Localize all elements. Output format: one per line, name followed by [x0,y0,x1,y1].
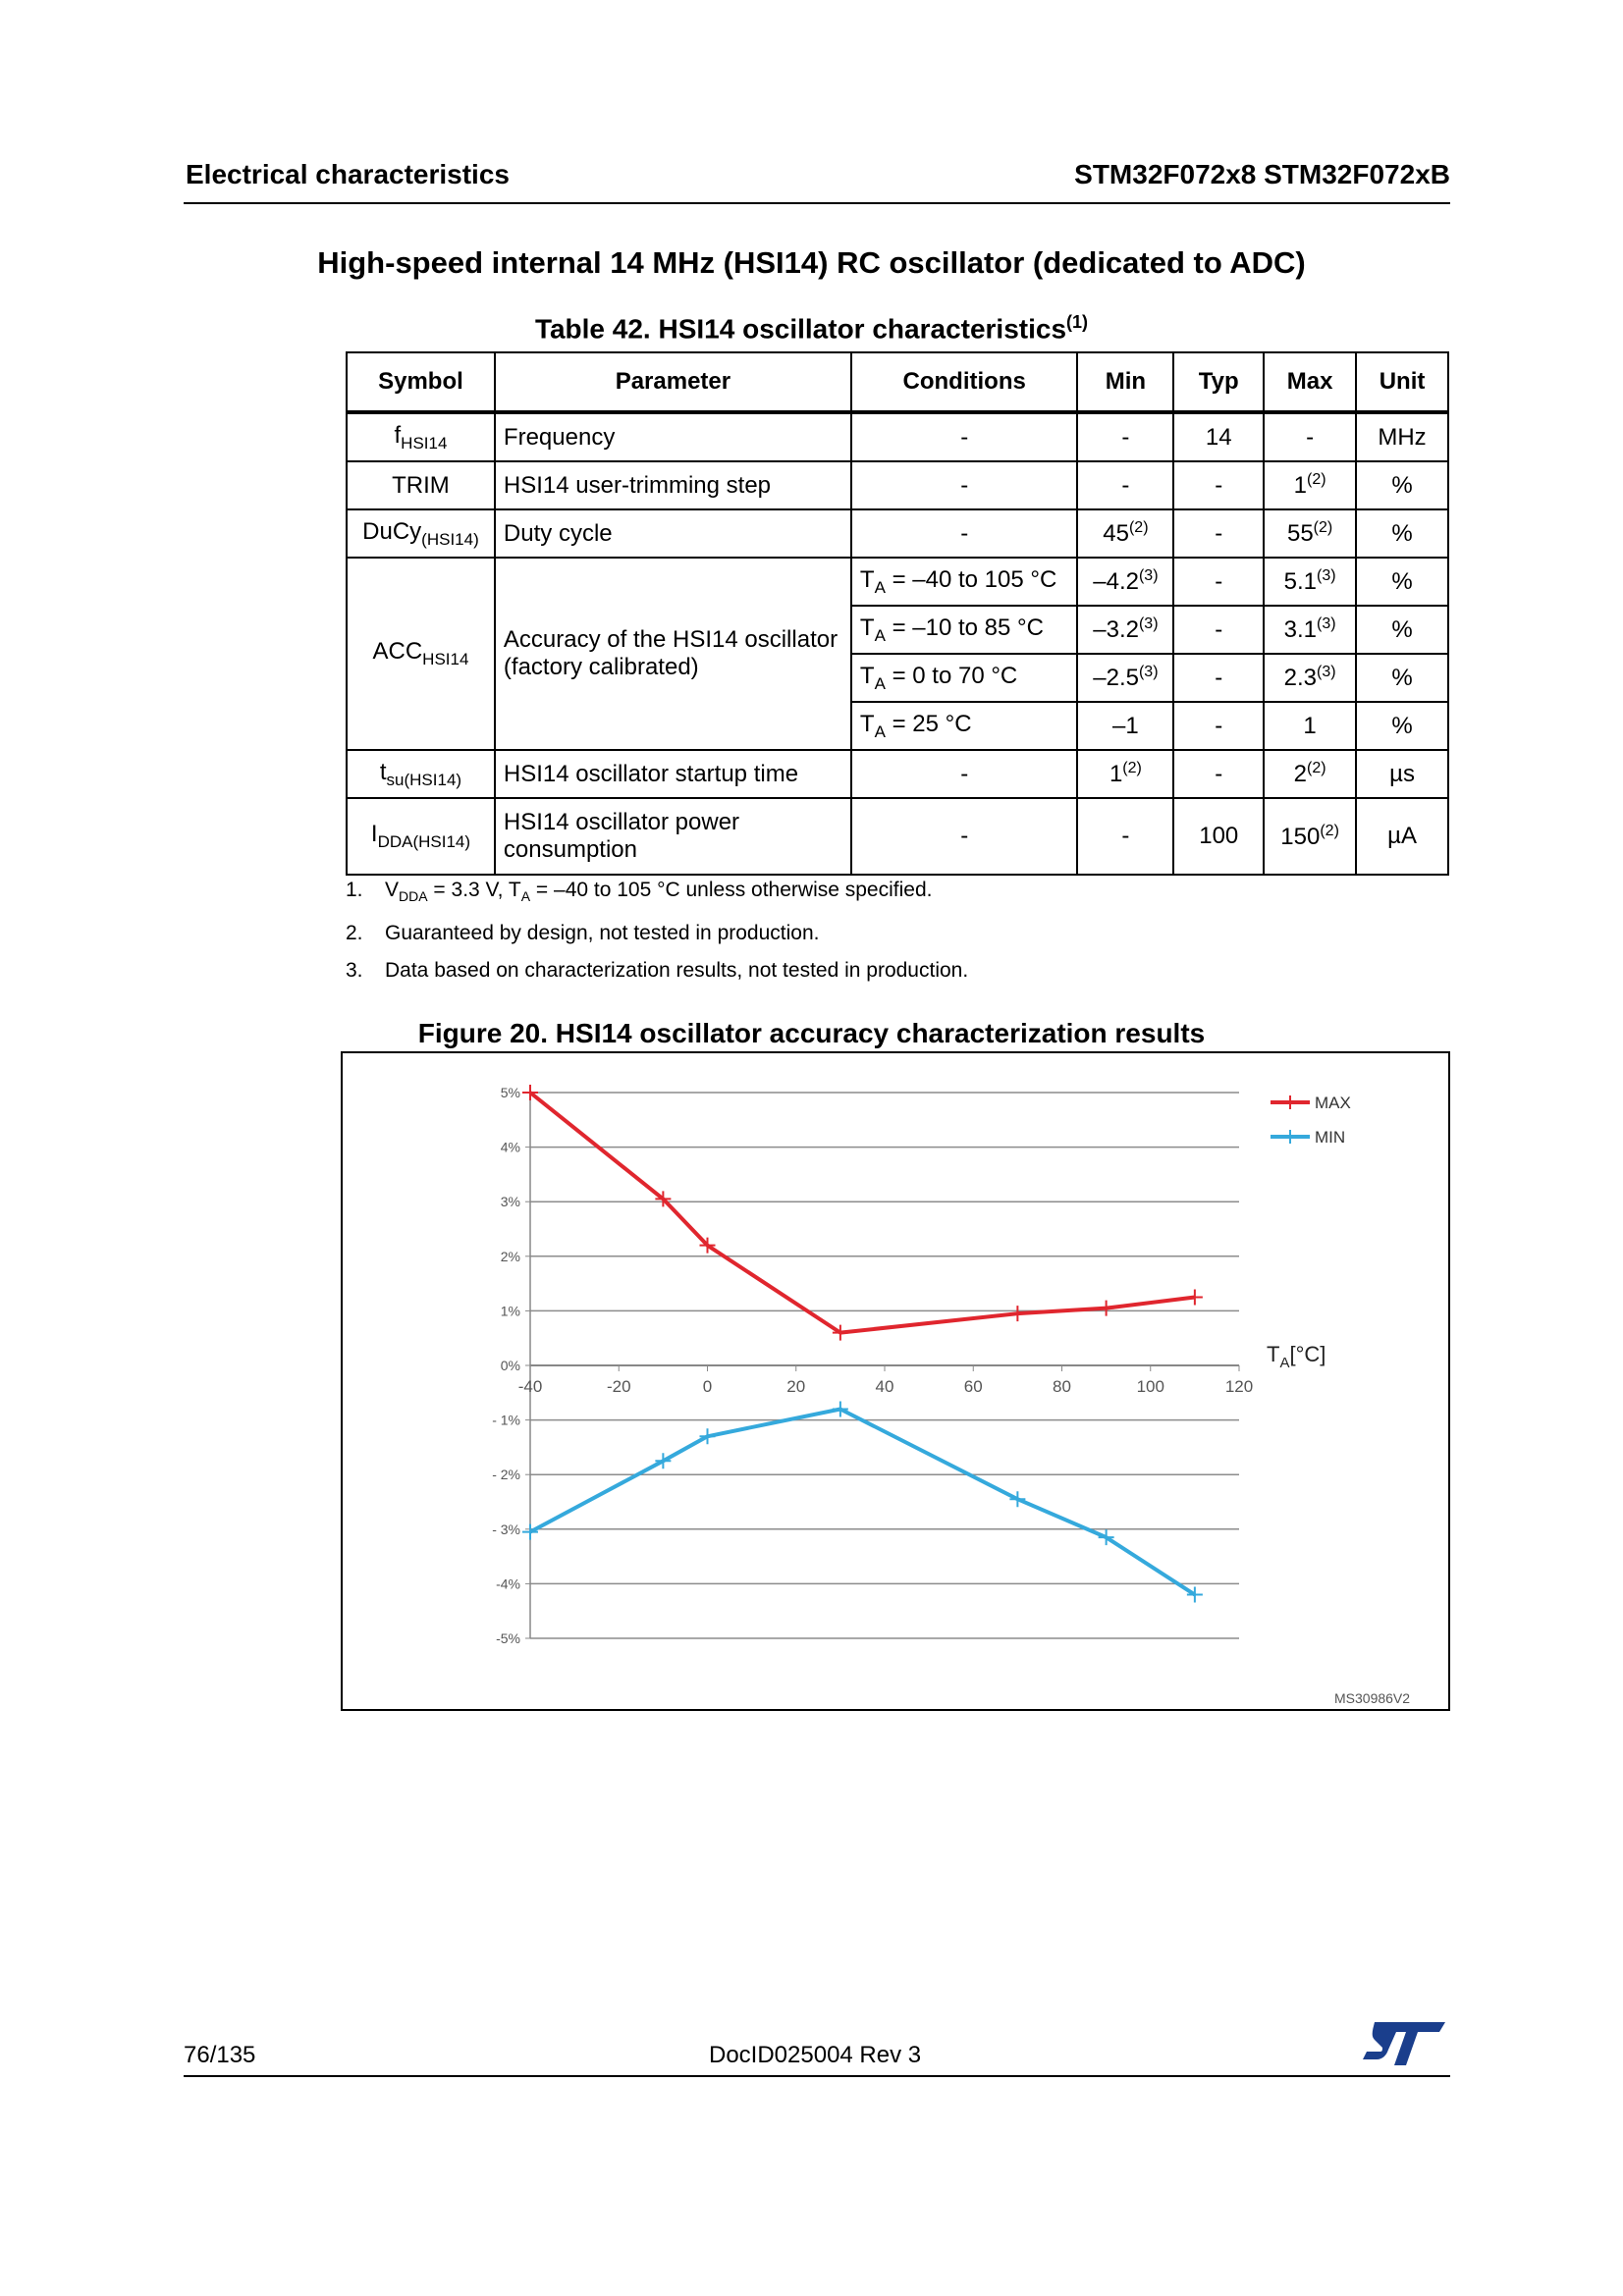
x-tick-label: 120 [1224,1377,1254,1396]
table-row [347,558,1448,606]
data-point-max [1187,1290,1203,1306]
cond-cell: - [851,509,1078,558]
th-min: Min [1077,352,1173,412]
cond-cell: $T_A = 25$ °C [851,702,1078,750]
data-point-min [700,1428,716,1444]
y-tick-label: 2% [500,1248,520,1264]
min-cell: –2.5$^{(3)}$ [1077,654,1173,702]
typ-cell: 14 [1173,412,1264,461]
note-2: 2. Guaranteed by design, not tested in production. [346,922,820,945]
cond-cell: - [851,412,1078,461]
figure-frame [341,1051,1450,1711]
y-tick-label: 3% [500,1194,520,1210]
typ-cell: - [1173,750,1264,798]
data-point-min [833,1401,848,1416]
max-cell: 2$^{(2)}$ [1264,750,1356,798]
typ-cell: - [1173,654,1264,702]
figure-code: MS30986V2 [1334,1690,1411,1706]
header-right: STM32F072x8 STM32F072xB [1074,159,1450,189]
unit-cell: % [1356,702,1448,750]
unit-cell: % [1356,461,1448,509]
table-row [347,509,1448,558]
min-cell: –3.2$^{(3)}$ [1077,606,1173,654]
x-tick-label: 0 [702,1377,713,1396]
min-cell: - [1077,798,1173,875]
symbol-cell: $I_{DDA(HSI14)}$ [347,798,495,875]
doc-id: DocID025004 Rev 3 [709,2042,922,2068]
y-tick-label: -5% [496,1630,520,1646]
figure-title: Figure 20. HSI14 oscillator accuracy characterization results [417,1018,1206,1048]
unit-cell: µA [1356,798,1448,875]
param-cell: HSI14 oscillator power consumption [495,798,851,875]
table-notes [346,872,968,989]
typ-cell: 100 [1173,798,1264,875]
table-row [347,798,1448,875]
param-cell: HSI14 user-trimming step [495,461,851,509]
symbol-cell: TRIM [347,461,495,509]
unit-cell: % [1356,558,1448,606]
section-title: High-speed internal 14 MHz (HSI14) RC oscillator (dedicated to ADC) [317,245,1306,280]
note-3: 3. Data based on characterization results, not tested in production. [346,959,969,983]
x-tick-label: 40 [875,1377,894,1396]
max-cell: 55$^{(2)}$ [1264,509,1356,558]
series-line-max [530,1093,1195,1333]
symbol-cell: $t_{su(HSI14)}$ [347,750,495,798]
symbol-cell: DuCy$_{(HSI14)}$ [347,509,495,558]
data-point-max [1099,1301,1114,1316]
max-cell: - [1264,412,1356,461]
max-cell: 3.1$^{(3)}$ [1264,606,1356,654]
th-conditions: Conditions [851,352,1078,412]
x-tick-label: 80 [1053,1377,1071,1396]
x-axis-label: $T_A[^\circ C]$ [1267,1342,1326,1371]
cond-cell: $T_A = -40$ to 105 °C [851,558,1078,606]
legend-label: MAX [1315,1094,1351,1112]
symbol-cell: $f_{HSI14}$ [347,412,495,461]
cond-cell: - [851,750,1078,798]
typ-cell: - [1173,702,1264,750]
data-point-min [1009,1491,1025,1507]
x-tick-label: -40 [517,1377,543,1396]
y-tick-label: - 3% [492,1521,520,1537]
param-cell: Duty cycle [495,509,851,558]
note-1: 1. $V_{DDA} = 3.3$ V, $T_A = -40$ to 105 °C unless otherwise specified. [346,879,933,905]
max-cell: 1$^{(2)}$ [1264,461,1356,509]
max-cell: 5.1$^{(3)}$ [1264,558,1356,606]
cond-cell: - [851,798,1078,875]
typ-cell: - [1173,461,1264,509]
series-line-min [530,1409,1195,1594]
table-title: Table 42. HSI14 oscillator characteristics$^{(1)}$ [534,312,1089,345]
data-point-max [1009,1306,1025,1321]
unit-cell: % [1356,509,1448,558]
footer-rule [184,2075,1450,2077]
min-cell: - [1077,461,1173,509]
y-tick-label: 5% [500,1085,520,1100]
accuracy-chart [343,1053,1448,1709]
data-point-min [655,1453,671,1468]
header-left: Electrical characteristics [186,159,510,189]
param-cell: Accuracy of the HSI14 oscillator (factory calibrated) [495,558,851,750]
cond-cell: $T_A = -10$ to 85 °C [851,606,1078,654]
min-cell: –4.2$^{(3)}$ [1077,558,1173,606]
cond-cell: - [851,461,1078,509]
th-parameter: Parameter [495,352,851,412]
unit-cell: µs [1356,750,1448,798]
th-max: Max [1264,352,1356,412]
spec-table [346,351,1449,876]
param-cell: Frequency [495,412,851,461]
typ-cell: - [1173,509,1264,558]
y-tick-label: - 2% [492,1467,520,1483]
legend-label: MIN [1315,1128,1346,1147]
th-unit: Unit [1356,352,1448,412]
min-cell: 1$^{(2)}$ [1077,750,1173,798]
page-number: 76/135 [184,2042,256,2068]
max-cell: 1 [1264,702,1356,750]
x-tick-label: 60 [963,1377,983,1396]
y-tick-label: 4% [500,1139,520,1155]
st-logo [1361,2020,1447,2072]
min-cell: –1 [1077,702,1173,750]
table-header-row [347,352,1448,412]
cond-cell: $T_A = 0$ to 70 °C [851,654,1078,702]
table-row [347,750,1448,798]
x-tick-label: 20 [786,1377,806,1396]
x-tick-label: 100 [1136,1377,1164,1396]
header-rule [184,202,1450,204]
data-point-min [522,1524,538,1540]
unit-cell: MHz [1356,412,1448,461]
max-cell: 2.3$^{(3)}$ [1264,654,1356,702]
typ-cell: - [1173,558,1264,606]
unit-cell: % [1356,654,1448,702]
y-tick-label: -4% [496,1575,520,1592]
th-symbol: Symbol [347,352,495,412]
th-typ: Typ [1173,352,1264,412]
table-row [347,412,1448,461]
x-tick-label: -20 [606,1377,631,1396]
min-cell: - [1077,412,1173,461]
y-tick-label: 0% [500,1358,520,1373]
symbol-cell: $ACC_{HSI14}$ [347,558,495,750]
y-tick-label: - 1% [492,1412,520,1428]
table-row [347,461,1448,509]
y-tick-label: 1% [500,1303,520,1319]
min-cell: 45$^{(2)}$ [1077,509,1173,558]
unit-cell: % [1356,606,1448,654]
max-cell: 150$^{(2)}$ [1264,798,1356,875]
typ-cell: - [1173,606,1264,654]
param-cell: HSI14 oscillator startup time [495,750,851,798]
